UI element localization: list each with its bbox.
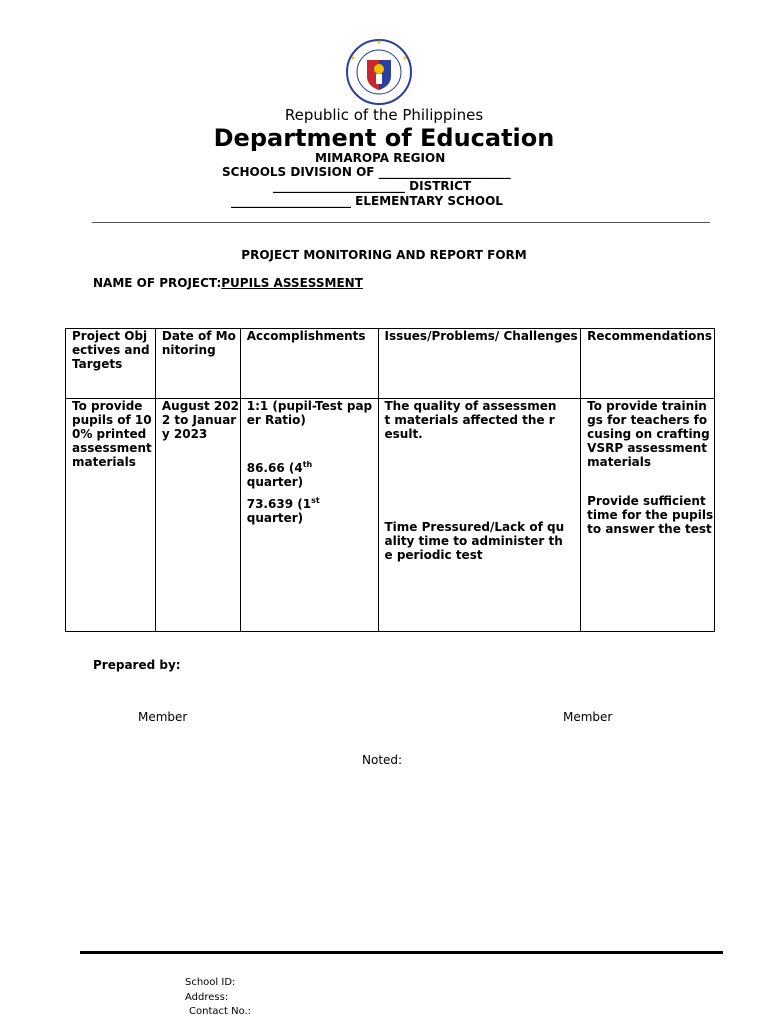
- footer-school-id: School ID:: [185, 977, 236, 988]
- table-header-row: [66, 329, 715, 399]
- cell-objective: To provide pupils of 100% printed assessment materials: [66, 399, 156, 632]
- project-name: PUPILS ASSESSMENT: [221, 276, 363, 290]
- table-row: [66, 399, 715, 632]
- recommendation-item: To provide trainings for teachers focusing on crafting VSRP assessment materials: [587, 399, 710, 469]
- header-date: Date of Monitoring: [155, 329, 240, 399]
- header-recommendations: Recommendations: [581, 329, 715, 399]
- header-accomplishments: Accomplishments: [240, 329, 378, 399]
- accomplishment-q1: 73.639 (1st quarter): [246, 496, 320, 525]
- member-left: Member: [138, 710, 188, 724]
- cell-recommendations: [581, 399, 715, 632]
- header-divider: [92, 222, 710, 223]
- division-line: SCHOOLS DIVISION OF ______________________: [222, 165, 511, 179]
- accomplishment-q4: 86.66 (4th quarter): [246, 460, 313, 489]
- accomplishment-ratio: 1:1 (pupil-Test paper Ratio): [246, 399, 373, 427]
- header-objectives: Project Objectives and Targets: [66, 329, 156, 399]
- school-line: ____________________ ELEMENTARY SCHOOL: [231, 194, 503, 208]
- prepared-by-label: Prepared by:: [93, 658, 181, 672]
- header-issues: Issues/Problems/ Challenges: [378, 329, 581, 399]
- project-label: NAME OF PROJECT:: [93, 276, 222, 290]
- footer-contact: Contact No.:: [189, 1006, 252, 1017]
- department-title: Department of Education: [213, 124, 555, 152]
- issue-item: The quality of assessment materials affected the result.: [384, 399, 557, 441]
- member-right: Member: [563, 710, 613, 724]
- deped-seal: [337, 38, 421, 106]
- issue-item: Time Pressured/Lack of quality time to administer the periodic test: [384, 520, 565, 562]
- district-line: ______________________ DISTRICT: [273, 179, 472, 193]
- project-name-line: [93, 276, 363, 290]
- republic-line: Republic of the Philippines: [284, 106, 484, 124]
- footer-divider: [80, 951, 723, 954]
- cell-issues: [378, 399, 581, 632]
- cell-date: August 2022 to January 2023: [155, 399, 240, 632]
- cell-accomplishments: [240, 399, 378, 632]
- footer-address: Address:: [185, 992, 229, 1003]
- region-line: MIMAROPA REGION: [315, 151, 446, 165]
- recommendation-item: Provide sufficient time for the pupils to answer the test: [587, 494, 714, 536]
- noted-label: Noted:: [362, 753, 403, 767]
- report-table: [65, 328, 715, 632]
- form-title: PROJECT MONITORING AND REPORT FORM: [241, 248, 527, 262]
